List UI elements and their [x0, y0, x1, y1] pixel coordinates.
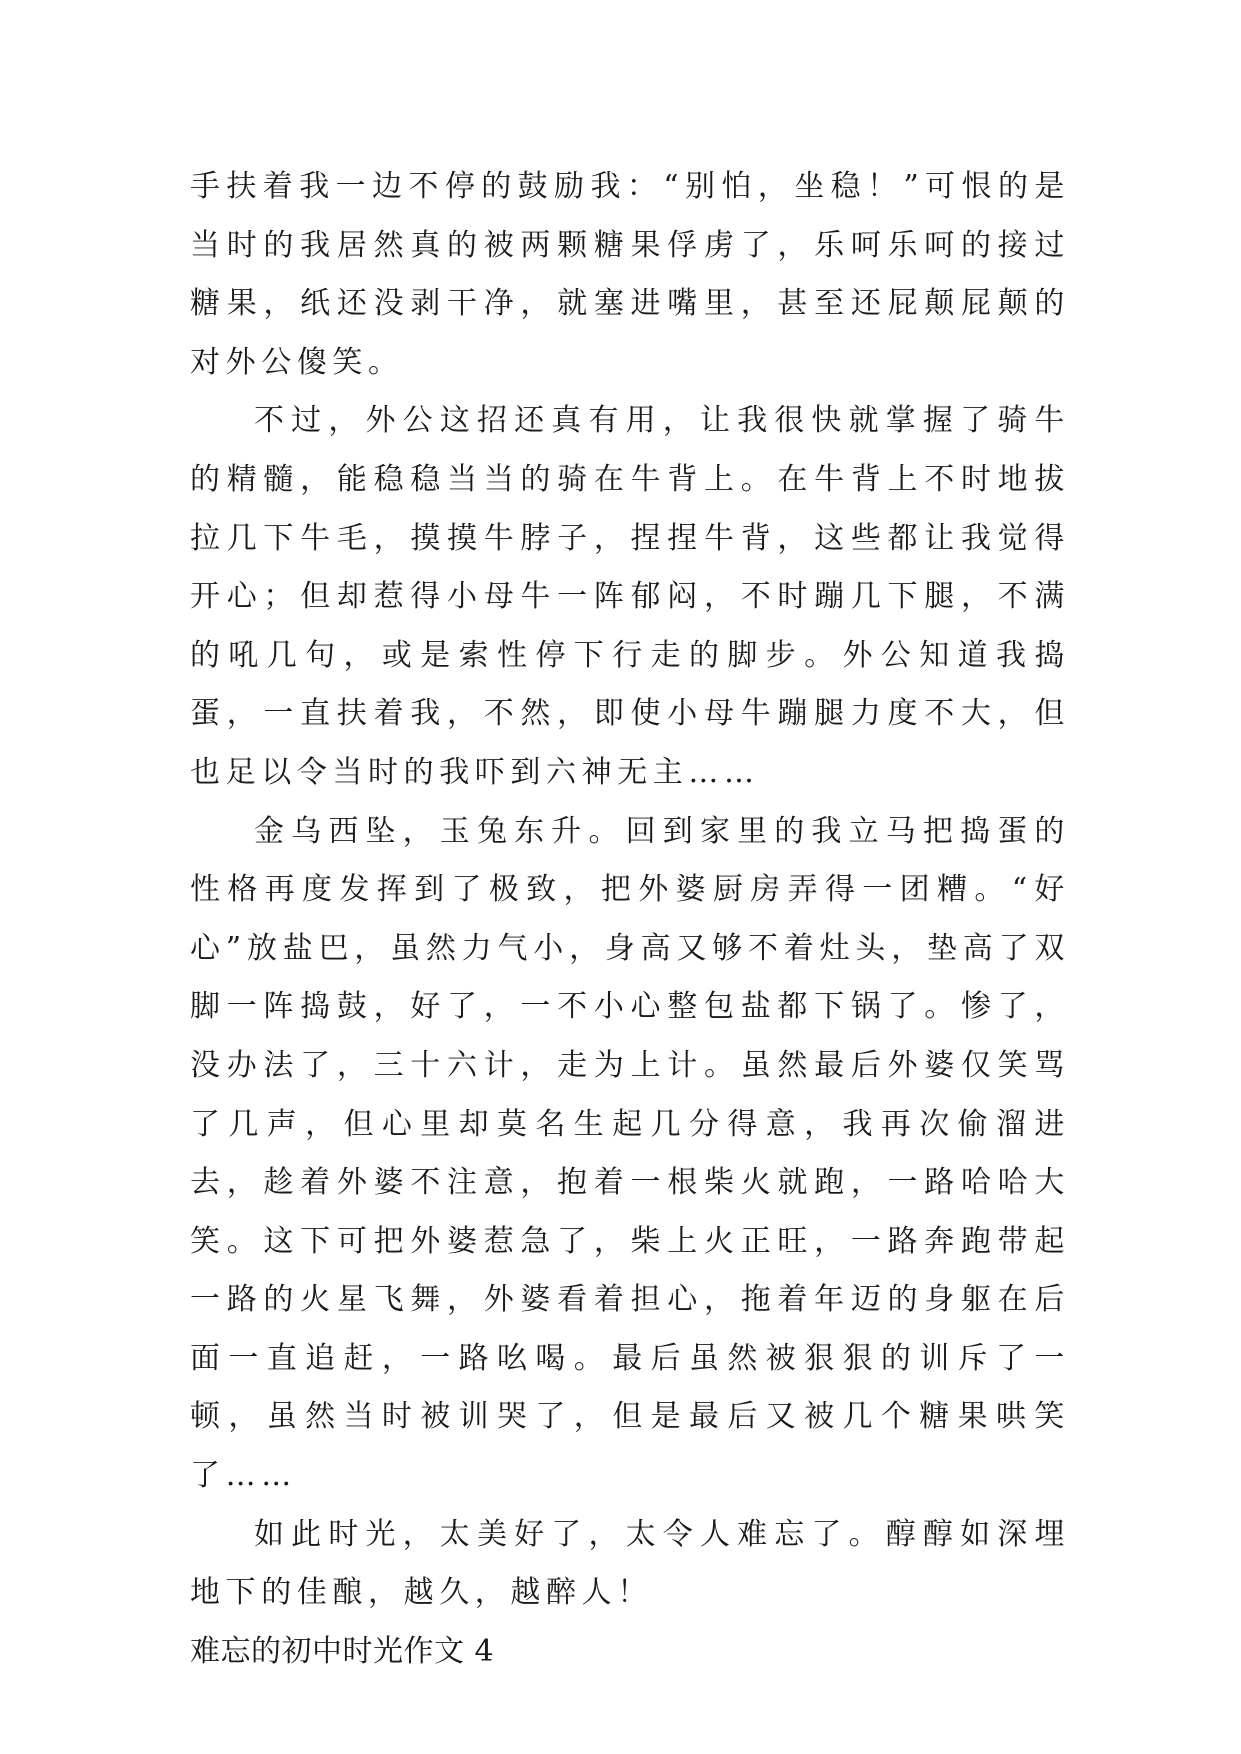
section-heading: 难忘的初中时光作文 4 — [190, 1633, 495, 1669]
paragraph-4: 如此时光，太美好了，太令人难忘了。醇醇如深埋地下的佳酿，越久，越醉人！ — [190, 1516, 1070, 1611]
paragraph-1: 手扶着我一边不停的鼓励我：“别怕，坐稳！”可恨的是当时的我居然真的被两颗糖果俘虏了，乐呵乐呵的接过糖果，纸还没剥干净，就塞进嘴里，甚至还屁颠屁颠的对外公傻笑。 — [190, 169, 1070, 380]
document-body — [190, 158, 1070, 1681]
paragraph-2: 不过，外公这招还真有用，让我很快就掌握了骑牛的精髓，能稳稳当当的骑在牛背上。在牛背上不时地拔拉几下牛毛，摸摸牛脖子，捏捏牛背，这些都让我觉得开心；但却惹得小母牛一阵郁闷，不时蹦几下腿，不满的吼几句，或是索性停下行走的脚步。外公知道我捣蛋，一直扶着我，不然，即使小母牛蹦腿力度不大，但也足以令当时的我吓到六神无主…… — [190, 403, 1070, 790]
paragraph-3: 金乌西坠，玉兔东升。回到家里的我立马把捣蛋的性格再度发挥到了极致，把外婆厨房弄得一团糟。“好心”放盐巴，虽然力气小，身高又够不着灶头，垫高了双脚一阵捣鼓，好了，一不小心整包盐都下锅了。惨了，没办法了，三十六计，走为上计。虽然最后外婆仅笑骂了几声，但心里却莫名生起几分得意，我再次偷溜进去，趁着外婆不注意，抱着一根柴火就跑，一路哈哈大笑。这下可把外婆惹急了，柴上火正旺，一路奔跑带起一路的火星飞舞，外婆看着担心，拖着年迈的身躯在后面一直追赶，一路吆喝。最后虽然被狠狠的训斥了一顿，虽然当时被训哭了，但是最后又被几个糖果哄笑了…… — [190, 813, 1070, 1494]
